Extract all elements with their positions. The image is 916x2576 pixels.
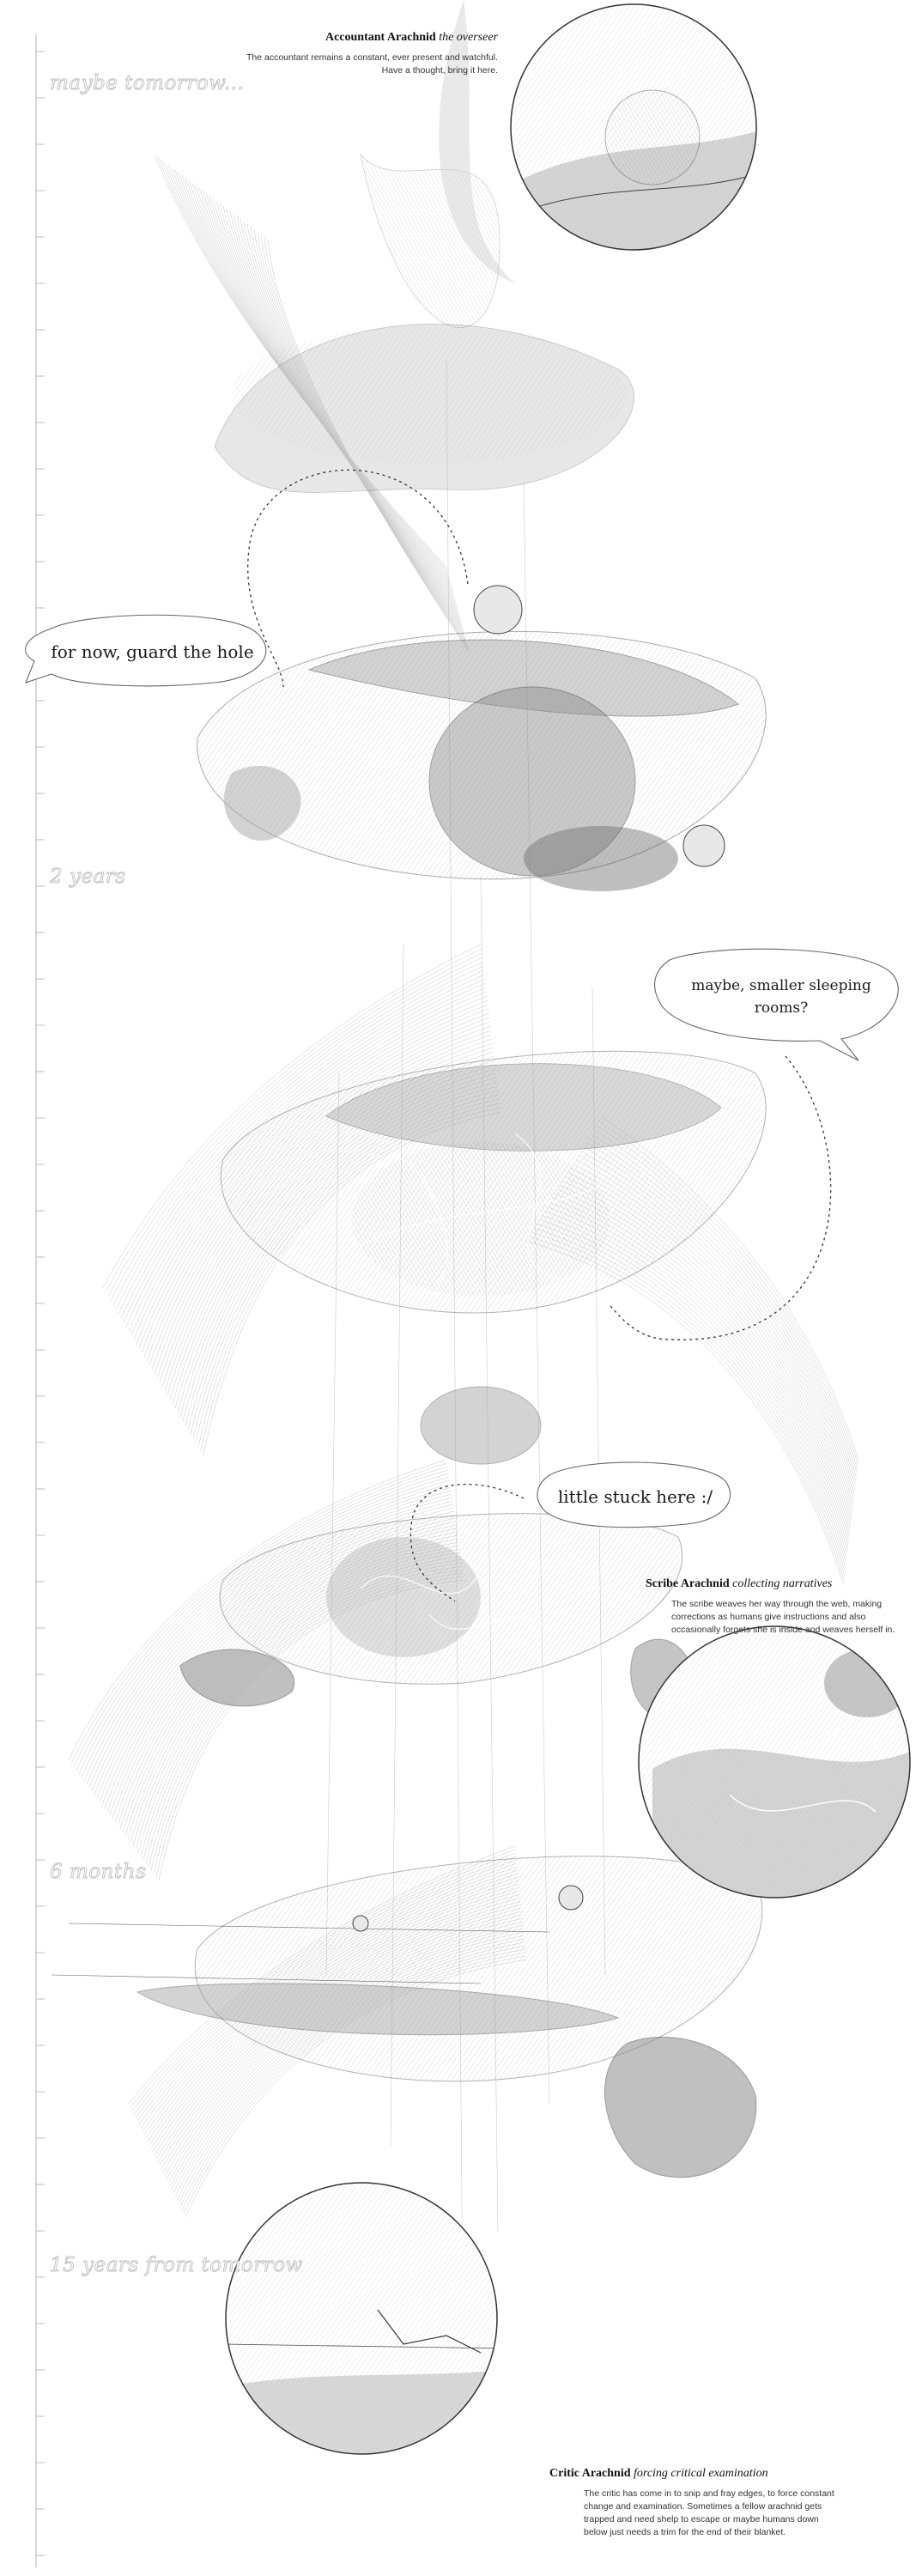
timeline-axis bbox=[36, 34, 45, 2567]
timeline-label: 2 years bbox=[50, 866, 126, 888]
caption-body: The accountant remains a constant, ever present and watchful. Have a thought, bring it here. bbox=[246, 52, 498, 76]
web-cluster-middle bbox=[221, 1051, 766, 1464]
inset-accountant bbox=[507, 0, 764, 258]
speech-bubble-guard: for now, guard the hole bbox=[51, 641, 254, 662]
caption-critic bbox=[549, 2467, 841, 2539]
caption-title: Scribe Arachnid collecting narratives bbox=[646, 1577, 833, 1590]
web-cluster-stuck bbox=[180, 1514, 695, 1722]
caption-body: The critic has come in to snip and fray edges, to force constant change and examination. Sometimes a fellow arachnid gets trapped and need shelp to escape or maybe humans down below just needs a trim for the end of their blanket. bbox=[584, 2488, 834, 2537]
timeline-label: maybe tomorrow... bbox=[50, 72, 245, 94]
caption-body: The scribe weaves her way through the web, making corrections as humans give instructions and also occasionally forgets she is inside and weaves herself in. bbox=[671, 1599, 895, 1635]
caption-title: Critic Arachnid forcing critical examination bbox=[549, 2467, 768, 2480]
inset-critic bbox=[223, 2181, 507, 2464]
web-cluster-guard bbox=[197, 631, 766, 891]
speech-bubble-sleeping: maybe, smaller sleeping rooms? bbox=[691, 976, 871, 1017]
speech-bubble-stuck: little stuck here :/ bbox=[557, 1486, 713, 1507]
caption-accountant bbox=[240, 31, 498, 77]
web-cluster-bottom bbox=[52, 1856, 762, 2178]
caption-scribe bbox=[646, 1577, 903, 1637]
timeline-label: 6 months bbox=[50, 1861, 147, 1883]
caption-title: Accountant Arachnid the overseer bbox=[325, 31, 498, 44]
timeline-label: 15 years from tomorrow bbox=[50, 2254, 303, 2276]
